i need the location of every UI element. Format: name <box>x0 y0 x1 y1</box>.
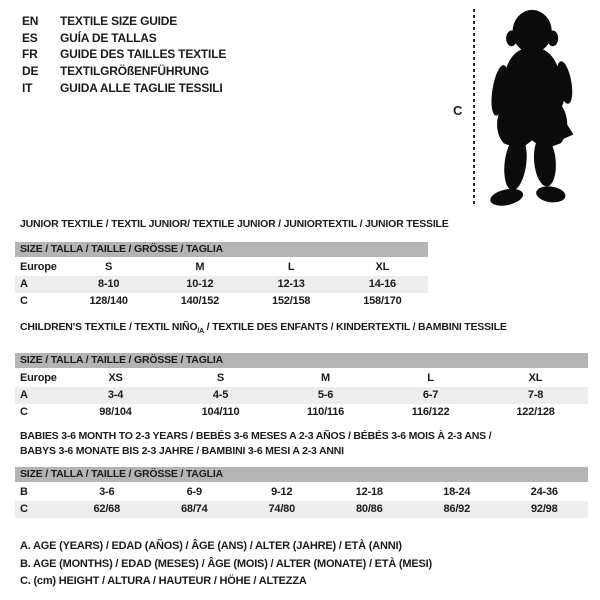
language-code: EN <box>22 14 39 29</box>
language-title: GUIDE DES TAILLES TEXTILE <box>60 47 227 62</box>
language-title: TEXTILE SIZE GUIDE <box>60 14 178 29</box>
height-cell: 68/74 <box>180 503 208 515</box>
size-cell: M <box>321 372 330 385</box>
size-header-bar: SIZE / TALLA / TAILLE / GRÖSSE / TAGLIA <box>15 242 428 257</box>
age-cell: 10-12 <box>186 278 214 290</box>
language-header <box>22 13 226 96</box>
height-cell: 98/104 <box>99 406 132 419</box>
table-row-europe <box>15 259 428 276</box>
size-cell: XL <box>528 372 543 385</box>
language-row-de <box>22 63 226 80</box>
height-cell: 62/68 <box>93 503 121 515</box>
age-cell: 3-6 <box>99 486 115 498</box>
height-cell: 104/110 <box>201 406 240 419</box>
language-title: GUÍA DE TALLAS <box>60 30 157 45</box>
table-row-age <box>15 387 588 404</box>
measurement-legend <box>20 538 432 591</box>
age-cell: 5-6 <box>317 389 334 402</box>
height-cell: 122/128 <box>516 406 555 419</box>
age-cell: 4-5 <box>212 389 229 402</box>
height-measure-dotted-line <box>473 9 475 207</box>
language-title: GUIDA ALLE TAGLIE TESSILI <box>60 80 223 95</box>
size-cell: S <box>216 372 225 385</box>
legend-line-b: B. AGE (MONTHS) / EDAD (MESES) / ÂGE (MOIS) / ALTER (MONATE) / ETÀ (MESI) <box>20 557 432 570</box>
row-label: Europe <box>20 261 57 273</box>
legend-line-a: A. AGE (YEARS) / EDAD (AÑOS) / ÂGE (ANS) / ALTER (JAHRE) / ETÀ (ANNI) <box>20 540 402 552</box>
children-table-title <box>20 321 588 338</box>
age-cell: 3-4 <box>107 389 124 402</box>
size-cell: S <box>105 261 113 273</box>
row-label: A <box>20 389 28 402</box>
height-cell: 152/158 <box>271 295 311 307</box>
junior-table-section <box>15 218 449 310</box>
age-cell: 18-24 <box>443 486 471 498</box>
height-cell: 92/98 <box>530 503 558 515</box>
height-cell: 116/122 <box>411 406 450 419</box>
size-cell: XL <box>375 261 390 273</box>
row-label: C <box>20 295 28 307</box>
height-cell: 80/86 <box>355 503 383 515</box>
language-code: ES <box>22 30 38 45</box>
language-row-fr <box>22 46 226 63</box>
size-header-bar: SIZE / TALLA / TAILLE / GRÖSSE / TAGLIA <box>15 353 588 368</box>
height-cell: 110/116 <box>306 406 345 419</box>
height-cell: 86/92 <box>443 503 471 515</box>
size-header-bar: SIZE / TALLA / TAILLE / GRÖSSE / TAGLIA <box>15 467 588 482</box>
size-cell: XS <box>108 372 123 385</box>
age-cell: 7-8 <box>527 389 544 402</box>
age-cell: 8-10 <box>98 278 120 290</box>
age-cell: 24-36 <box>530 486 558 498</box>
babies-title-line1: BABIES 3-6 MONTH TO 2-3 YEARS / BEBÉS 3-6 MESES A 2-3 AÑOS / BÉBÉS 3-6 MOIS À 2-3 ANS / <box>20 430 492 442</box>
height-cell: 140/152 <box>180 295 220 307</box>
language-code: DE <box>22 64 39 79</box>
table-row-height <box>15 501 588 518</box>
table-row-height <box>15 404 588 421</box>
language-row-es <box>22 30 226 47</box>
height-measure-label: C <box>453 103 463 118</box>
table-row-age-months <box>15 484 588 501</box>
language-code: FR <box>22 47 38 62</box>
size-cell: M <box>195 261 205 273</box>
age-cell: 9-12 <box>271 486 293 498</box>
row-label: Europe <box>20 372 57 385</box>
size-cell: L <box>427 372 434 385</box>
age-cell: 6-9 <box>186 486 202 498</box>
row-label: A <box>20 278 28 290</box>
language-code: IT <box>22 80 33 95</box>
toddler-silhouette-icon <box>486 6 594 212</box>
babies-title-line2: BABYS 3-6 MONATE BIS 2-3 JAHRE / BAMBINI 3-6 MESI A 2-3 ANNI <box>20 444 344 457</box>
row-label: B <box>20 486 28 498</box>
table-row-europe <box>15 370 588 387</box>
babies-table-section <box>15 429 588 518</box>
junior-table-title: JUNIOR TEXTILE / TEXTIL JUNIOR/ TEXTILE JUNIOR / JUNIORTEXTIL / JUNIOR TESSILE <box>20 218 449 230</box>
age-cell: 14-16 <box>368 278 396 290</box>
title-part: CHILDREN'S TEXTILE / TEXTIL NIÑO <box>20 321 198 333</box>
children-table-section <box>15 321 588 421</box>
language-title: TEXTILGRÖßENFÜHRUNG <box>60 64 209 79</box>
table-row-age <box>15 276 428 293</box>
language-row-en <box>22 13 226 30</box>
babies-table-title <box>20 429 588 458</box>
height-cell: 158/170 <box>363 295 402 307</box>
language-row-it <box>22 79 226 96</box>
age-cell: 6-7 <box>422 389 439 402</box>
size-cell: L <box>287 261 295 273</box>
age-cell: 12-13 <box>277 278 305 290</box>
legend-line-c: C. (cm) HEIGHT / ALTURA / HAUTEUR / HÖHE / ALTEZZA <box>20 575 307 587</box>
age-cell: 12-18 <box>355 486 383 498</box>
height-cell: 128/140 <box>89 295 128 307</box>
row-label: C <box>20 406 28 419</box>
height-cell: 74/80 <box>268 503 296 515</box>
title-subscript: /A <box>197 328 204 336</box>
title-part: / TEXTILE DES ENFANTS / KINDERTEXTIL / BAMBINI TESSILE <box>203 321 507 333</box>
row-label: C <box>20 503 28 515</box>
table-row-height <box>15 293 428 310</box>
